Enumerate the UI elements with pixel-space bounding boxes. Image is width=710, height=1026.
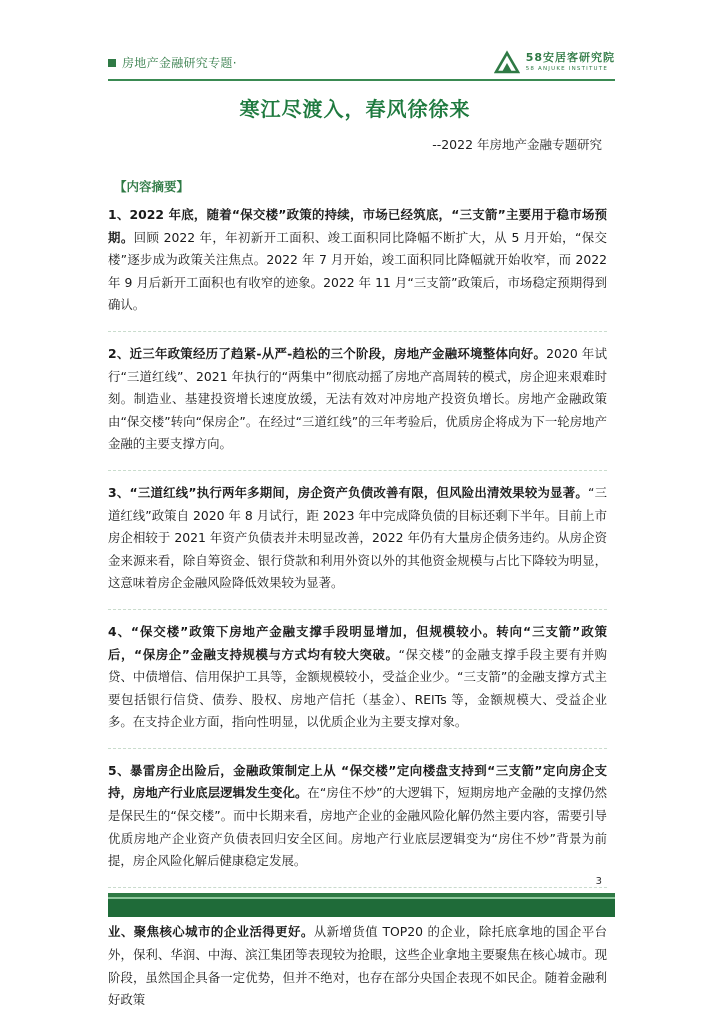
summary-paragraph-3: [108, 482, 607, 595]
paragraph-lead: 4、“保交楼”政策下房地产金融支撑手段明显增加，但规模较小。转向“三支箭”政策后，“保房企”金融支持规模与方式均有较大突破。: [108, 623, 607, 662]
paragraph-divider: [108, 470, 607, 472]
header-rule: [108, 79, 615, 81]
page-number: 3: [595, 876, 602, 887]
header-title: 房地产金融研究专题·: [122, 56, 237, 70]
paragraph-body: 2020 年试行“三道红线”、2021 年执行的“两集中”彻底动摇了房地产高周转的模式，房企迎来艰难时刻。制造业、基建投资增长速度放缓，无法有效对冲房地产投资负增长。房地产金融政策由“保交楼”转向“保房企”。在经过“三道红线”的三年考验后，优质房企将成为下一轮房地产金融的主要支撑方向。: [108, 345, 608, 452]
document-title: 寒江尽渡入，春风徐徐来: [239, 97, 471, 121]
summary-label: 【内容摘要】: [114, 179, 190, 194]
summary-paragraph-1: [108, 204, 607, 317]
logo-mark-icon: [494, 50, 520, 74]
summary-paragraph-5: [108, 760, 607, 873]
logo: [494, 50, 615, 74]
logo-text-en: 58 ANJUKE INSTITUTE: [525, 66, 609, 72]
paragraph-body: 在“房住不炒”的大逻辑下，短期房地产金融的支撑仍然是保民生的“保交楼”。而中长期来看，房地产企业的金融风险化解仍然主要内容，需要引导优质房地产企业资产负债表回归安全区间。房地产行业底层逻辑变为“房住不炒”背景为前提，房企风险化解后健康稳定发展。: [108, 785, 607, 869]
document-subtitle: --2022 年房地产金融专题研究: [432, 137, 602, 152]
summary-paragraph-2: [108, 343, 607, 456]
header-left: [108, 54, 237, 71]
summary-paragraph-4: [108, 621, 607, 734]
header-square-icon: [108, 59, 116, 67]
paragraph-lead: 业、聚焦核心城市的企业活得更好。: [108, 924, 314, 940]
paragraph-body: 从新增货值 TOP20 的企业，除托底拿地的国企平台外，保利、华润、中海、滨江集团等表现较为抢眼，这些企业拿地主要聚焦在核心城市。现阶段，虽然国企具备一定优势，但并不绝对，也存在部分央国企表现不如民企。随着金融利好政策: [108, 924, 608, 1008]
paragraph-lead: 5、暴雷房企出险后，金融政策制定上从 “保交楼”定向楼盘支持到“三支箭”定向房企支持，房地产行业底层逻辑发生变化。: [108, 762, 607, 801]
paragraph-divider: [108, 748, 607, 750]
paragraph-lead: 1、2022 年底，随着“保交楼”政策的持续，市场已经筑底，“三支箭”主要用于稳市场预期。: [108, 207, 607, 245]
paragraph-divider: [108, 609, 607, 611]
paragraph-body: “三道红线”政策自 2020 年 8 月试行，距 2023 年中完成降负债的目标还剩下半年。目前上市房企相较于 2021 年资产负债表并未明显改善，2022 年仍有大量房企债务违约。从房企资金来源来看，除自筹资金、银行贷款和利用外资以外的其他资金规模与占比下降较为明显，这意味着房企金融风险降低效果较为显著。: [108, 484, 607, 591]
paragraph-lead: 3、“三道红线”执行两年多期间，房企资产负债改善有限，但风险出清效果较为显著。: [108, 484, 588, 500]
footer-bar: [108, 893, 615, 917]
paragraph-body: 回顾 2022 年，年初新开工面积、竣工面积同比降幅不断扩大，从 5 月开始，“保交楼”逐步成为政策关注焦点。2022 年 7 月开始，竣工面积同比降幅就开始收窄，而 2022 年 9 月后新开工面积也有收窄的迹象。2022 年 11 月“三支箭”政策后，市场稳定预期得到确认。: [108, 229, 608, 313]
page-header: [108, 50, 615, 80]
paragraph-body: “保交楼”的金融支撑手段主要有并购贷、中债增信、信用保护工具等，金额规模较小，受益企业少。“三支箭”的金融支撑方式主要包括银行信贷、债券、股权、房地产信托（基金）、REITs 等，金额规模大、受益企业多。在支持企业方面，指向性明显，以优质企业为主要支撑对象。: [108, 646, 607, 730]
paragraph-lead: 2、近三年政策经历了趋紧-从严-趋松的三个阶段，房地产金融环境整体向好。: [108, 345, 547, 361]
paragraph-divider: [108, 887, 607, 889]
paragraph-divider: [108, 331, 607, 333]
logo-text-cn: 58安居客研究院: [525, 51, 615, 64]
